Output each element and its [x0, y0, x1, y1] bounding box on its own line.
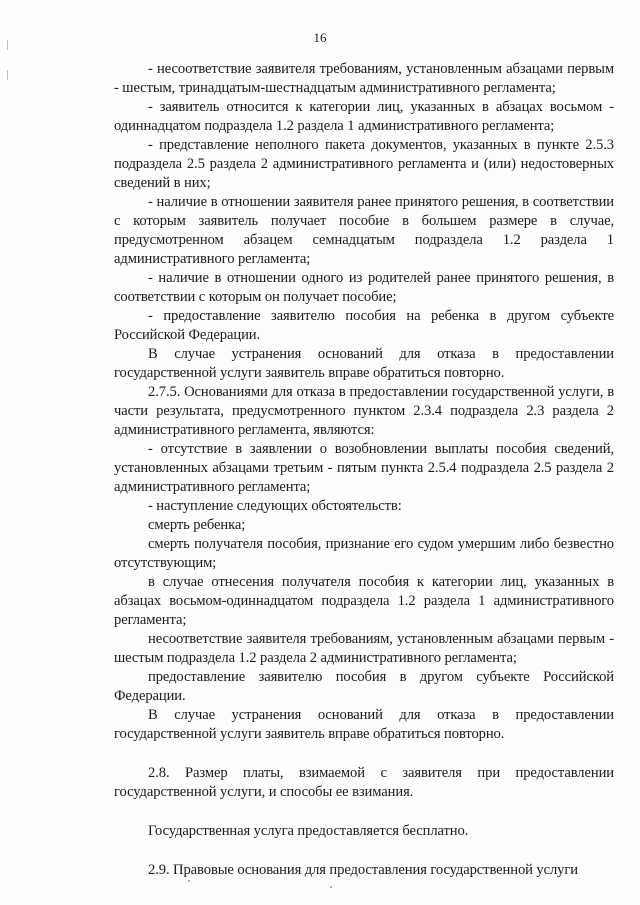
- paragraph: - наличие в отношении заявителя ранее принятого решения, в соответствии с которым заявитель получает пособие в большем размере в случае, предусмотренном абзацем семнадцатым подраздела 1.2 раздела 1 административного регламента;: [114, 194, 614, 267]
- scan-speck: [188, 880, 190, 882]
- paragraph: в случае отнесения получателя пособия к категории лиц, указанных в абзацах восьмом-одиннадцатом подраздела 1.2 раздела 1 административного регламента;: [114, 574, 614, 628]
- paragraph: - наличие в отношении одного из родителей ранее принятого решения, в соответствии с которым он получает пособие;: [114, 270, 614, 305]
- document-body: [114, 60, 614, 880]
- paragraph: 2.7.5. Основаниями для отказа в предоставлении государственной услуги, в части результата, предусмотренного пунктом 2.3.4 подраздела 2.3 раздела 2 административного регламента, являются:: [114, 384, 614, 438]
- page-number: 16: [313, 30, 327, 45]
- paragraph: - несоответствие заявителя требованиям, установленным абзацами первым - шестым, тринадцатым-шестнадцатым административного регламента;: [114, 61, 614, 96]
- paragraph: смерть получателя пособия, признание его судом умершим либо безвестно отсутствующим;: [114, 536, 614, 571]
- paragraph: смерть ребенка;: [148, 517, 246, 533]
- scan-speck: [330, 886, 332, 888]
- paragraph: предоставление заявителю пособия в другом субъекте Российской Федерации.: [114, 669, 614, 704]
- paragraph: - предоставление заявителю пособия на ребенка в другом субъекте Российской Федерации.: [114, 308, 614, 343]
- scan-margin-mark: [7, 70, 8, 80]
- paragraph: - отсутствие в заявлении о возобновлении выплаты пособия сведений, установленных абзацами третьим - пятым пункта 2.5.4 подраздела 2.5 раздела 2 административного регламента;: [114, 441, 614, 495]
- paragraph: Государственная услуга предоставляется бесплатно.: [148, 823, 469, 839]
- paragraph: В случае устранения оснований для отказа в предоставлении государственной услуги заявитель вправе обратиться повторно.: [114, 346, 614, 381]
- paragraph: - представление неполного пакета документов, указанных в пункте 2.5.3 подраздела 2.5 раздела 2 административного регламента и (или) недостоверных сведений в них;: [114, 137, 614, 191]
- paragraph: несоответствие заявителя требованиям, установленным абзацами первым - шестым подраздела 1.2 раздела 2 административного регламента;: [114, 631, 614, 666]
- section-heading-2-8: 2.8. Размер платы, взимаемой с заявителя при предоставлении государственной услуги, и способы ее взимания.: [114, 765, 614, 800]
- section-heading-2-9: 2.9. Правовые основания для предоставления государственной услуги: [148, 862, 578, 878]
- paragraph: - наступление следующих обстоятельств:: [148, 498, 402, 514]
- paragraph: - заявитель относится к категории лиц, указанных в абзацах восьмом - одиннадцатом подраздела 1.2 раздела 1 административного регламента;: [114, 99, 614, 134]
- paragraph: В случае устранения оснований для отказа в предоставлении государственной услуги заявитель вправе обратиться повторно.: [114, 707, 614, 742]
